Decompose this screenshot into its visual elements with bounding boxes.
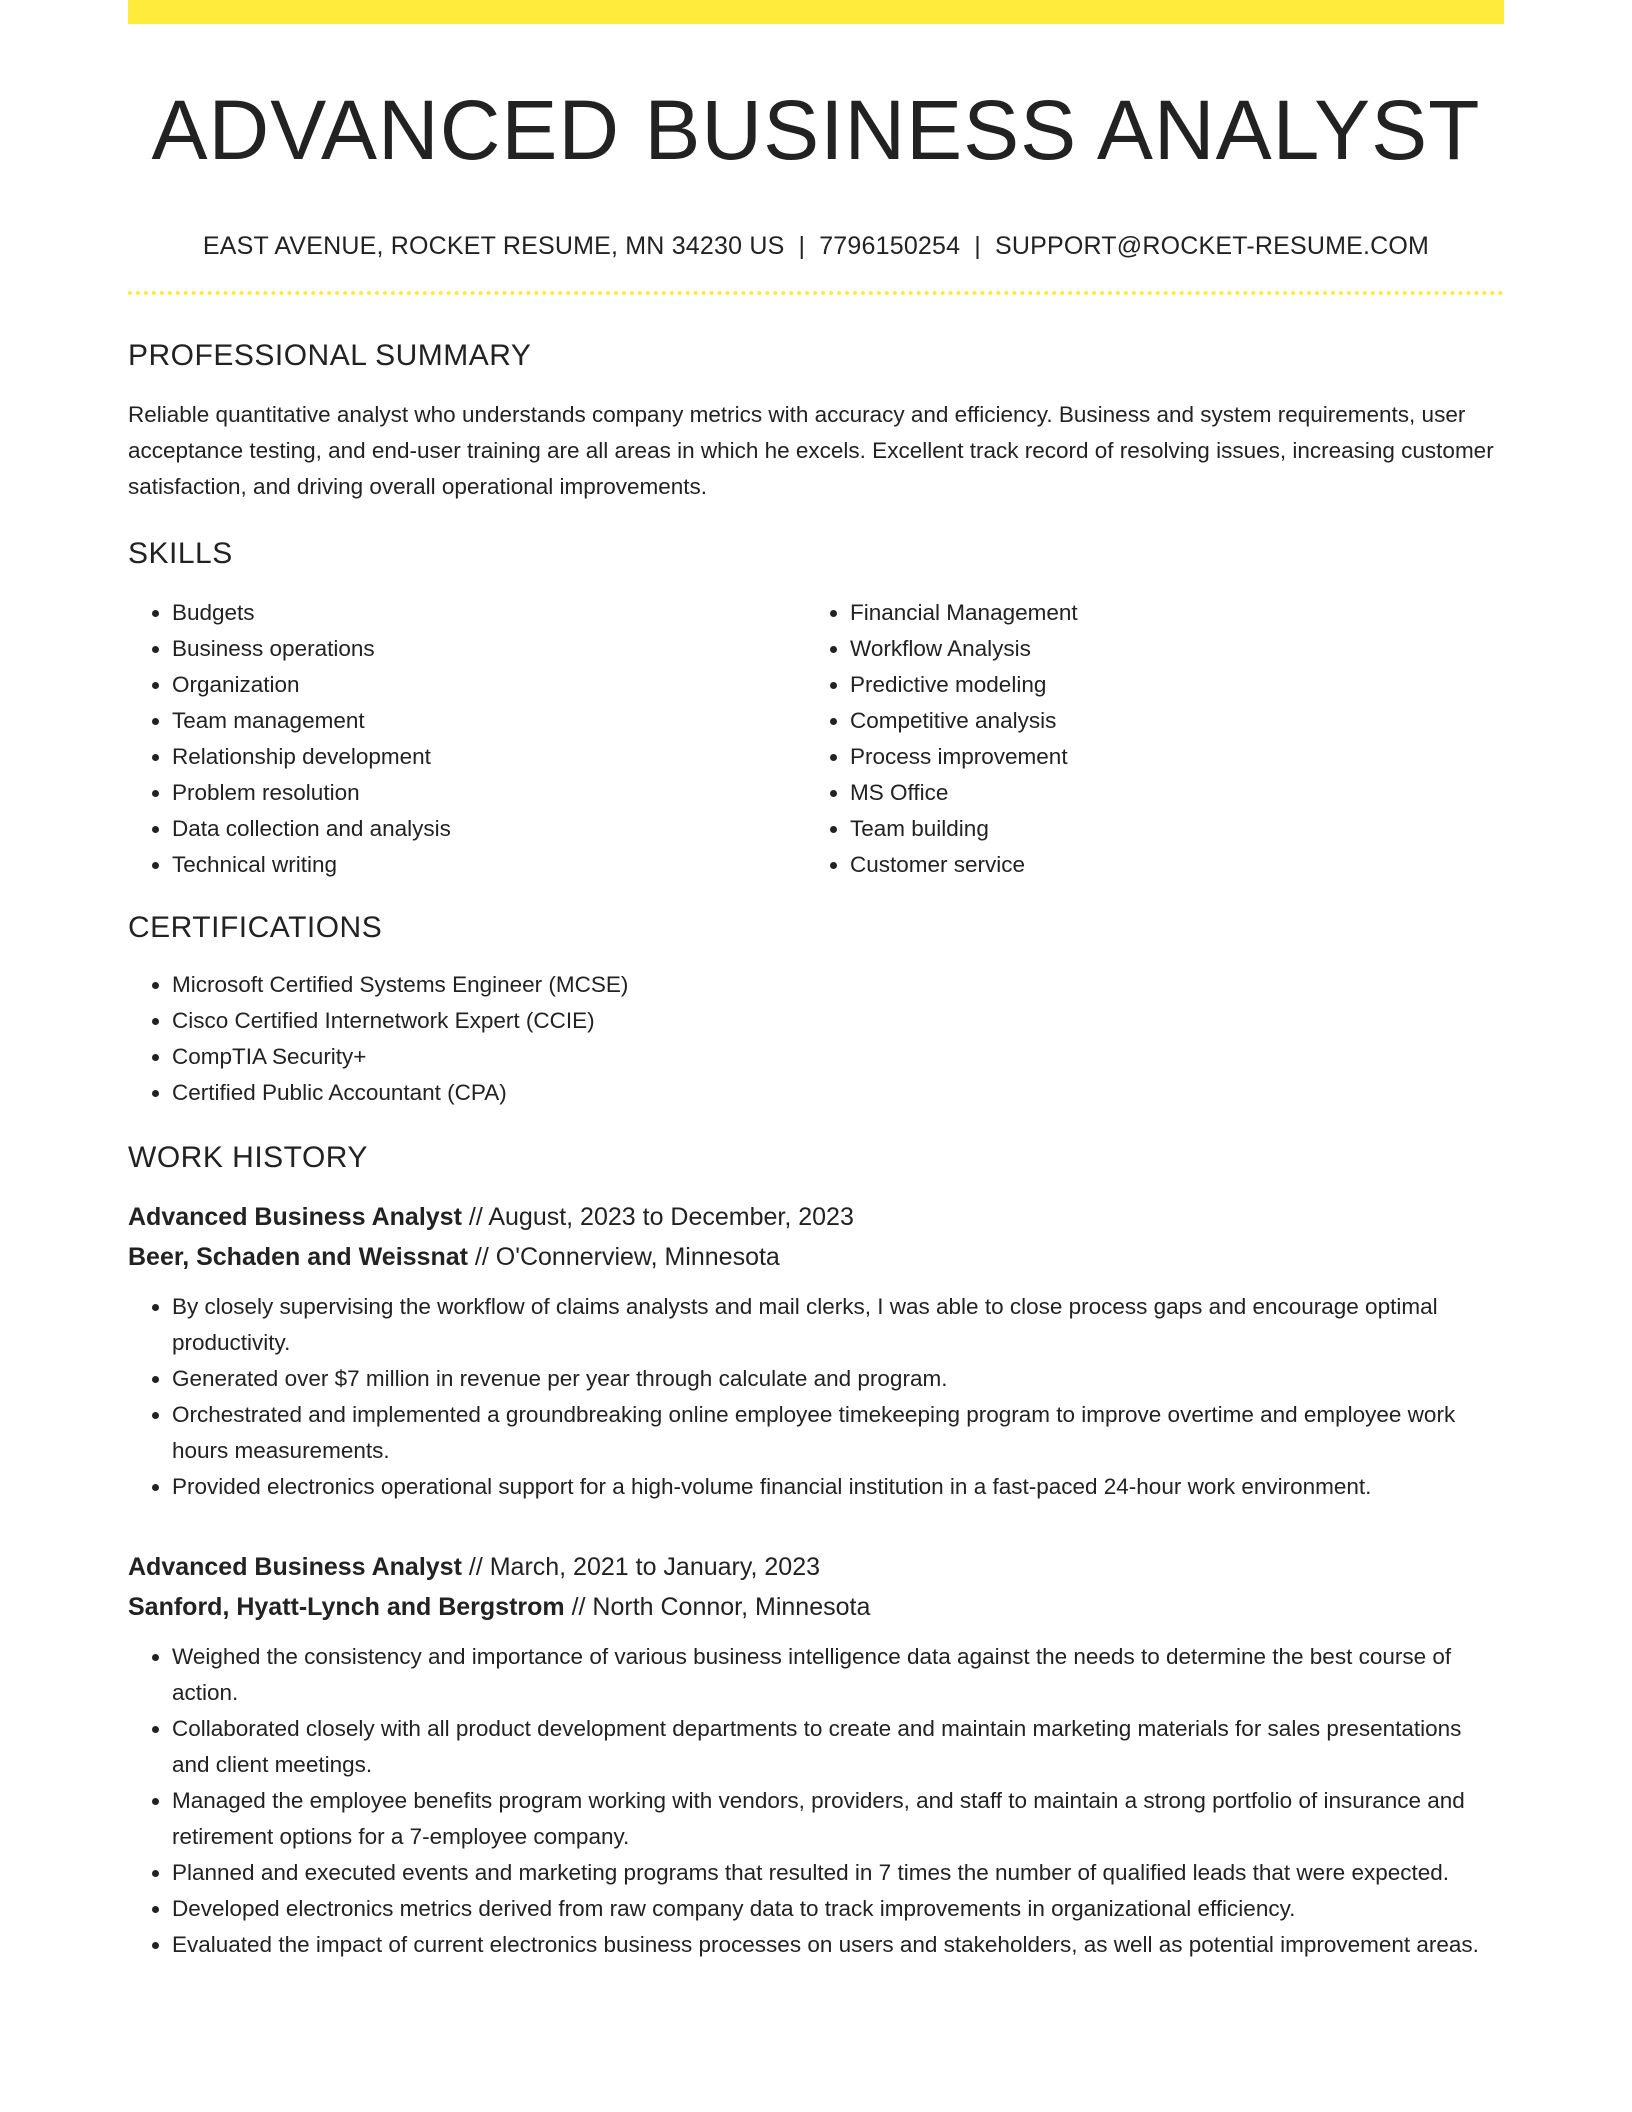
certification-item: • Certified Public Accountant (CPA) (172, 1075, 1504, 1111)
job-title-line (128, 1547, 1504, 1587)
skill-item: • Budgets (172, 595, 806, 631)
certification-item: • Cisco Certified Internetwork Expert (CCIE) (172, 1003, 1504, 1039)
job-company: Beer, Schaden and Weissnat (128, 1243, 468, 1272)
job-bullet: • Developed electronics metrics derived from raw company data to track improvements in organizational efficiency. (172, 1891, 1504, 1927)
resume-name: ADVANCED BUSINESS ANALYST (151, 83, 1481, 177)
skills-list-left (128, 595, 806, 883)
skill-item: • Financial Management (850, 595, 1484, 631)
contact-line (128, 232, 1504, 261)
job-bullet: • Planned and executed events and marketing programs that resulted in 7 times the number of qualified leads that were expected. (172, 1855, 1504, 1891)
skills-column-right (806, 595, 1484, 883)
job-bullet: • Weighed the consistency and importance of various business intelligence data against the needs to determine the best course of action. (172, 1639, 1504, 1711)
dotted-divider (128, 291, 1504, 295)
job-dates: // August, 2023 to December, 2023 (468, 1203, 854, 1232)
job-bullet: • Provided electronics operational support for a high-volume financial institution in a fast-paced 24-hour work environment. (172, 1469, 1504, 1505)
job-title-line (128, 1197, 1504, 1237)
contact-separator: | (974, 232, 981, 261)
job-entry (128, 1197, 1504, 1505)
skill-item: • Relationship development (172, 739, 806, 775)
top-accent-bar (128, 0, 1504, 24)
skills-column-left (128, 595, 806, 883)
contact-email: SUPPORT@ROCKET-RESUME.COM (994, 232, 1430, 261)
job-role: Advanced Business Analyst (128, 1553, 462, 1582)
skills-heading: SKILLS (128, 537, 233, 571)
summary-heading: PROFESSIONAL SUMMARY (128, 339, 532, 373)
skill-item: • MS Office (850, 775, 1484, 811)
skills-grid (128, 595, 1504, 883)
skill-item: • Team building (850, 811, 1484, 847)
skill-item: • Problem resolution (172, 775, 806, 811)
certification-item: • Microsoft Certified Systems Engineer (MCSE) (172, 967, 1504, 1003)
skill-item: • Technical writing (172, 847, 806, 883)
job-location: // O'Connerview, Minnesota (474, 1243, 780, 1272)
job-dates: // March, 2021 to January, 2023 (468, 1553, 821, 1582)
certifications-heading: CERTIFICATIONS (128, 911, 383, 945)
skill-item: • Organization (172, 667, 806, 703)
summary-text: Reliable quantitative analyst who understands company metrics with accuracy and efficiency. Business and system requirements, user acceptance testing, and end-user training are all areas in which he excels. Excellent track record of resolving issues, increasing customer satisfaction, and driving overall operational improvements. (128, 402, 1494, 500)
job-bullet: • Orchestrated and implemented a groundbreaking online employee timekeeping program to improve overtime and employee work hours measurements. (172, 1397, 1504, 1469)
skill-item: • Process improvement (850, 739, 1484, 775)
contact-separator: | (798, 232, 806, 261)
job-bullet: • Generated over $7 million in revenue per year through calculate and program. (172, 1361, 1504, 1397)
resume-page (128, 0, 1504, 1963)
contact-address: EAST AVENUE, ROCKET RESUME, MN 34230 US (202, 232, 785, 261)
job-location: // North Connor, Minnesota (571, 1593, 871, 1622)
skill-item: • Workflow Analysis (850, 631, 1484, 667)
job-company-line (128, 1587, 1504, 1627)
job-bullet: • Collaborated closely with all product development departments to create and maintain marketing materials for sales presentations and client meetings. (172, 1711, 1504, 1783)
certification-item: • CompTIA Security+ (172, 1039, 1504, 1075)
job-company-line (128, 1237, 1504, 1277)
skill-item: • Competitive analysis (850, 703, 1484, 739)
job-bullet-list (128, 1289, 1504, 1505)
skill-item: • Predictive modeling (850, 667, 1484, 703)
job-role: Advanced Business Analyst (128, 1203, 462, 1232)
skill-item: • Customer service (850, 847, 1484, 883)
job-bullet: • Managed the employee benefits program working with vendors, providers, and staff to maintain a strong portfolio of insurance and retirement options for a 7-employee company. (172, 1783, 1504, 1855)
work-history-heading: WORK HISTORY (128, 1141, 368, 1175)
certifications-list (128, 967, 1504, 1111)
skills-list-right (806, 595, 1484, 883)
job-bullet-list (128, 1639, 1504, 1963)
contact-phone: 7796150254 (819, 232, 961, 261)
job-entry (128, 1547, 1504, 1963)
job-bullet: • Evaluated the impact of current electronics business processes on users and stakeholders, as well as potential improvement areas. (172, 1927, 1504, 1963)
skill-item: • Business operations (172, 631, 806, 667)
skill-item: • Data collection and analysis (172, 811, 806, 847)
job-company: Sanford, Hyatt-Lynch and Bergstrom (128, 1593, 565, 1622)
job-bullet: • By closely supervising the workflow of claims analysts and mail clerks, I was able to close process gaps and encourage optimal productivity. (172, 1289, 1504, 1361)
skill-item: • Team management (172, 703, 806, 739)
